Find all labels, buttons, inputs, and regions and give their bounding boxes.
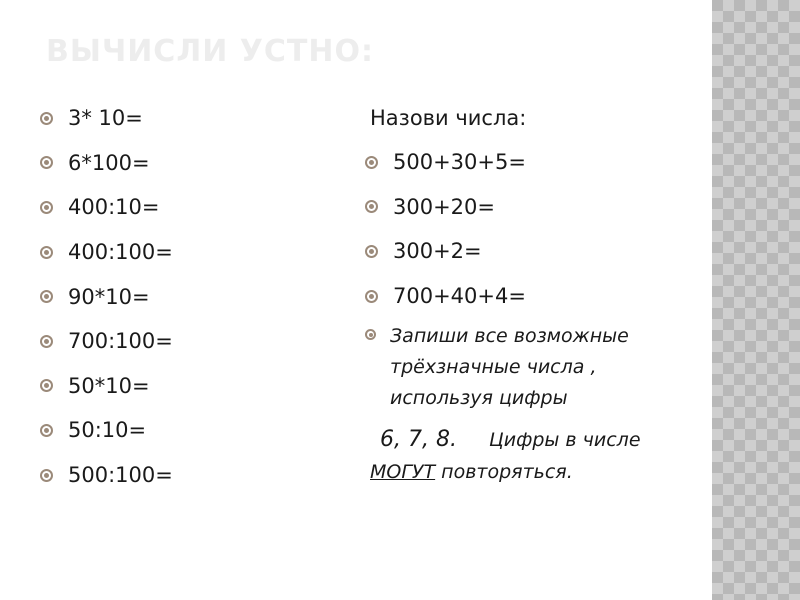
slide-title: ВЫЧИСЛИ УСТНО: (46, 34, 375, 69)
list-item (40, 319, 173, 364)
bullet-icon (40, 112, 53, 125)
expression: 6*100= (68, 150, 150, 175)
list-item (40, 453, 173, 498)
task-item (365, 321, 695, 414)
note-text-before: Цифры в числе (488, 429, 641, 452)
expression: 50:10= (68, 418, 147, 443)
bullet-icon (40, 469, 53, 482)
expression: 500:100= (68, 463, 173, 488)
list-item (40, 230, 173, 275)
expression: 400:10= (68, 195, 160, 220)
list-item (40, 141, 173, 186)
right-heading: Назови числа: (370, 106, 527, 130)
expression: 400:100= (68, 240, 173, 265)
bullet-icon (40, 201, 53, 214)
expression: 90*10= (68, 284, 150, 309)
list-item (40, 185, 173, 230)
right-column (365, 96, 695, 488)
expression: 700+40+4= (393, 284, 526, 309)
note-text-after: повторяться. (441, 461, 573, 484)
bullet-icon (365, 156, 378, 169)
bullet-icon (40, 335, 53, 348)
decorative-side-band (712, 0, 800, 600)
list-item (40, 274, 173, 319)
list-item (365, 229, 695, 274)
note-digits: 6, 7, 8. (380, 427, 457, 453)
list-item (365, 185, 695, 230)
note-emphasis: МОГУТ (370, 461, 436, 484)
expression: 500+30+5= (393, 150, 526, 175)
task-note (365, 424, 670, 488)
left-list (40, 96, 173, 497)
list-item (40, 96, 173, 141)
bullet-icon (40, 156, 53, 169)
expression: 300+2= (393, 239, 482, 264)
expression: 50*10= (68, 373, 150, 398)
list-item (365, 140, 695, 185)
bullet-icon (365, 245, 378, 258)
bullet-icon (365, 329, 376, 340)
bullet-icon (40, 424, 53, 437)
expression: 3* 10= (68, 106, 143, 131)
bullet-icon (365, 200, 378, 213)
bullet-icon (40, 290, 53, 303)
list-item (365, 274, 695, 319)
expression: 300+20= (393, 194, 495, 219)
bullet-icon (365, 290, 378, 303)
expression: 700:100= (68, 329, 173, 354)
task-text: Запиши все возможные трёхзначные числа , используя цифры (390, 325, 629, 410)
bullet-icon (40, 379, 53, 392)
list-item (40, 364, 173, 409)
list-item (40, 408, 173, 453)
bullet-icon (40, 246, 53, 259)
